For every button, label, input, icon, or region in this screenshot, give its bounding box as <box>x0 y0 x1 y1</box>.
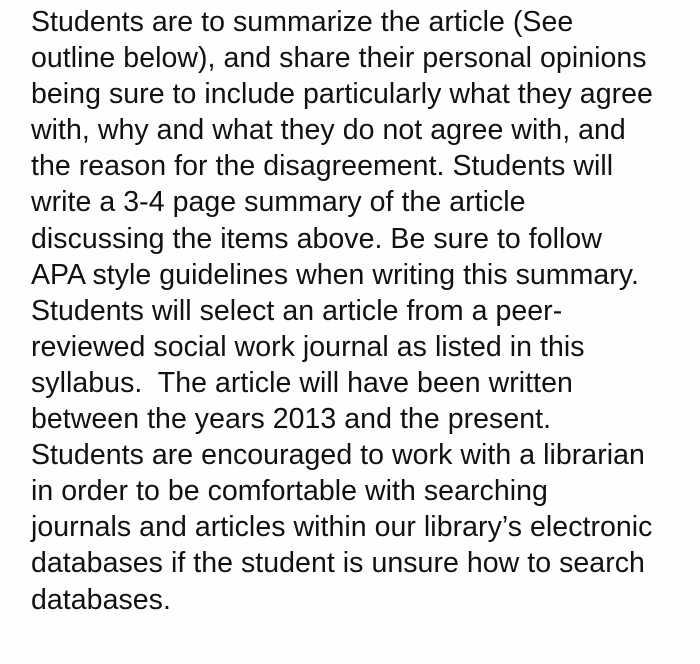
text-line: databases. <box>31 583 171 616</box>
text-line: journals and articles within our library’s electronic <box>31 511 653 544</box>
text-line: reviewed social work journal as listed in this <box>31 330 585 363</box>
text-line: discussing the items above. Be sure to follow <box>31 222 602 255</box>
text-line: Students are encouraged to work with a librarian <box>31 439 645 472</box>
assignment-instructions <box>31 4 691 618</box>
text-line: the reason for the disagreement. Students will <box>31 150 614 183</box>
text-line: with, why and what they do not agree with, and <box>31 114 626 147</box>
text-line: between the years 2013 and the present. <box>31 403 552 436</box>
text-line: databases if the student is unsure how to search <box>31 547 645 580</box>
text-line: being sure to include particularly what they agree <box>31 78 653 111</box>
text-line: Students are to summarize the article (See <box>31 6 574 38</box>
text-line: write a 3-4 page summary of the article <box>31 186 526 219</box>
text-line: syllabus. The article will have been written <box>31 366 573 399</box>
text-line: in order to be comfortable with searching <box>31 475 548 508</box>
text-line: Students will select an article from a peer- <box>31 294 563 327</box>
text-line: outline below), and share their personal opinions <box>31 42 647 75</box>
text-line: APA style guidelines when writing this summary. <box>31 258 639 291</box>
